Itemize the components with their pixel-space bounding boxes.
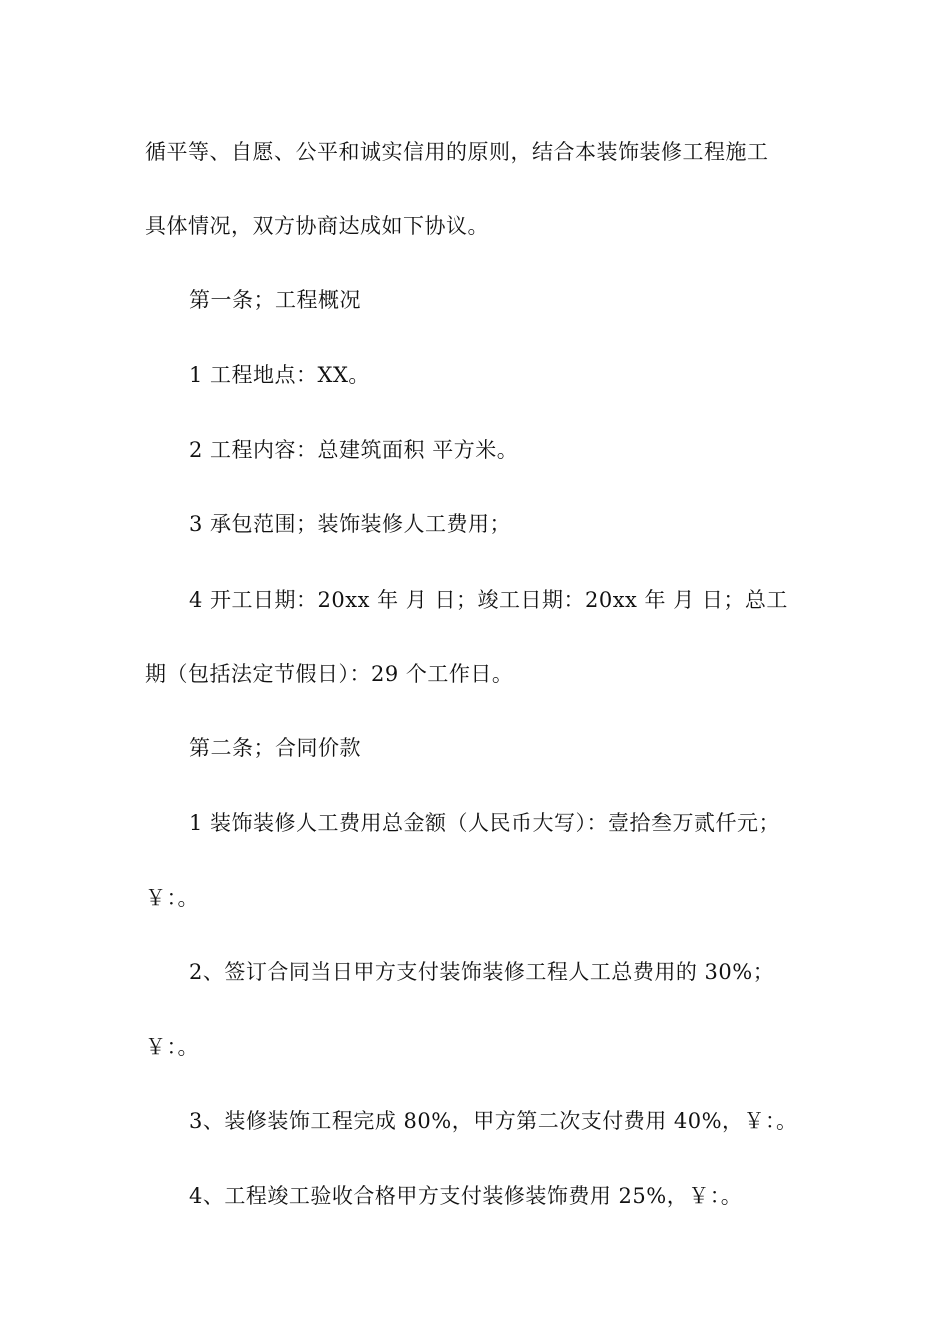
clause-project-content: 2 工程内容：总建筑面积 平方米。 <box>189 438 519 462</box>
clause-schedule-line-2: 期（包括法定节假日）：29 个工作日。 <box>145 662 514 686</box>
clause-final-payment: 4、工程竣工验收合格甲方支付装修装饰费用 25%，￥：。 <box>189 1184 743 1208</box>
section-heading-article-2: 第二条；合同价款 <box>189 736 361 760</box>
paragraph-continuation-line-2: 具体情况，双方协商达成如下协议。 <box>145 214 489 238</box>
section-heading-article-1: 第一条；工程概况 <box>189 288 361 312</box>
clause-first-payment-yuan: ￥：。 <box>145 1035 199 1059</box>
clause-total-amount: 1 装饰装修人工费用总金额（人民币大写）：壹拾叁万贰仟元； <box>189 811 781 835</box>
clause-project-location: 1 工程地点：XX。 <box>189 363 370 387</box>
clause-schedule-line-1: 4 开工日期：20xx 年 月 日；竣工日期：20xx 年 月 日；总工 <box>189 588 788 612</box>
paragraph-continuation-line-1: 循平等、自愿、公平和诚实信用的原则，结合本装饰装修工程施工 <box>145 140 769 164</box>
clause-first-payment: 2、签订合同当日甲方支付装饰装修工程人工总费用的 30%； <box>189 960 775 984</box>
clause-total-amount-yuan: ￥：。 <box>145 886 199 910</box>
clause-second-payment: 3、装修装饰工程完成 80%，甲方第二次支付费用 40%，￥：。 <box>189 1109 798 1133</box>
clause-contract-scope: 3 承包范围；装饰装修人工费用； <box>189 512 512 536</box>
